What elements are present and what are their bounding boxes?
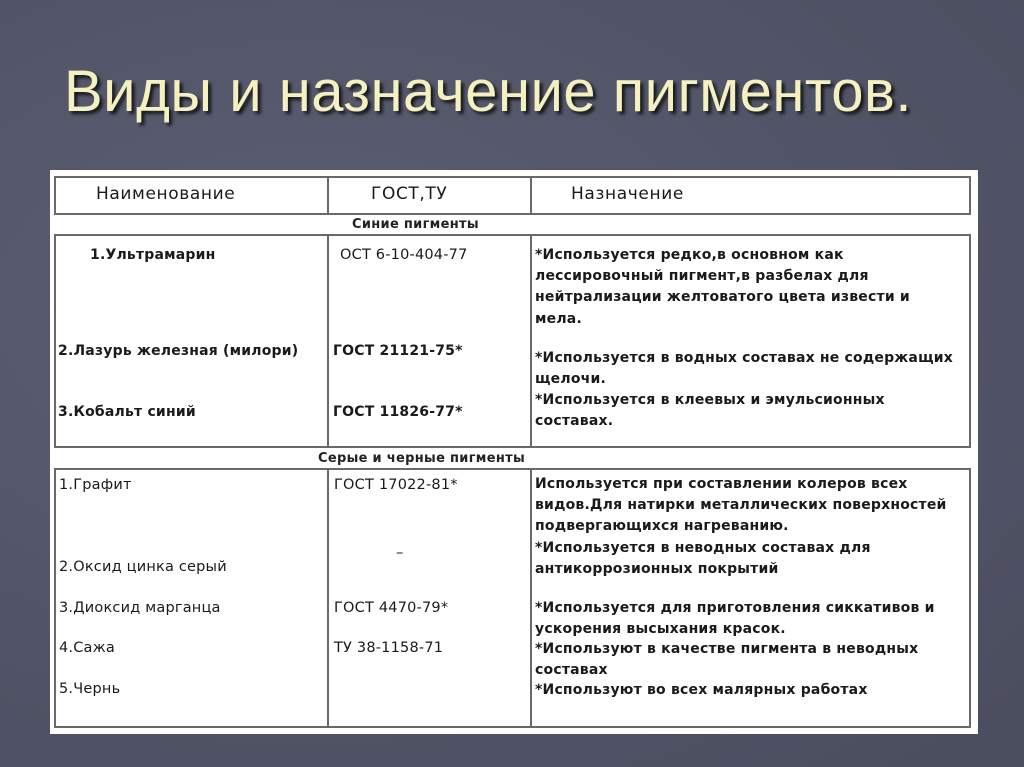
pigment-gost: ГОСТ 4470-79* (334, 600, 449, 616)
pigment-gost: ОСТ 6-10-404-77 (340, 247, 468, 263)
column-divider (530, 468, 532, 728)
pigment-gost: ГОСТ 11826-77* (333, 404, 463, 420)
column-divider (327, 234, 329, 448)
pigment-name: 1.Графит (59, 477, 132, 493)
pigment-name: 3.Кобальт синий (58, 404, 196, 420)
header-gost: ГОСТ,ТУ (371, 184, 448, 204)
section-title-gray-black: Серые и черные пигменты (318, 451, 526, 466)
pigment-name: 2.Лазурь железная (милори) (58, 343, 299, 359)
pigment-name: 4.Сажа (59, 640, 115, 656)
pigment-purpose: *Используется для приготовления сиккативов и ускорения высыхания красок. (535, 600, 935, 638)
pigment-purpose: *Используется в клеевых и эмульсионных составах. (535, 392, 885, 430)
header-name: Наименование (96, 184, 236, 204)
pigment-gost: ГОСТ 17022-81* (334, 477, 458, 493)
pigment-purpose: *Используется в водных составах не содержащих щелочи. (535, 350, 953, 388)
header-purpose: Назначение (571, 184, 684, 204)
pigment-table (50, 170, 978, 734)
pigment-gost: ГОСТ 21121-75* (333, 343, 463, 359)
header-divider (327, 176, 329, 215)
pigment-purpose: *Используют во всех малярных работах (535, 682, 868, 698)
header-divider (530, 176, 532, 215)
slide-title: Виды и назначение пигментов. (64, 59, 912, 124)
section-title-blue: Синие пигменты (352, 217, 479, 232)
pigment-name: 3.Диоксид марганца (59, 600, 221, 616)
pigment-name: 5.Чернь (59, 681, 121, 697)
pigment-purpose: *Используется редко,в основном как лессировочный пигмент,в разбелах для нейтрализации желтоватого цвета извести и мела. (535, 247, 910, 327)
column-divider (530, 234, 532, 448)
pigment-gost: ТУ 38-1158-71 (334, 640, 444, 656)
pigment-gost: – (396, 545, 404, 561)
pigment-purpose: *Используется в неводных составах для антикоррозионных покрытий (535, 540, 871, 578)
pigment-purpose: *Используют в качестве пигмента в неводных составах (535, 641, 919, 679)
column-divider (327, 468, 329, 728)
pigment-name: 2.Оксид цинка серый (59, 559, 227, 575)
pigment-purpose: Используется при составлении колеров всех видов.Для натирки металлических поверхностей подвергающихся нагреванию. (535, 476, 947, 535)
pigment-name: 1.Ультрамарин (90, 247, 216, 263)
